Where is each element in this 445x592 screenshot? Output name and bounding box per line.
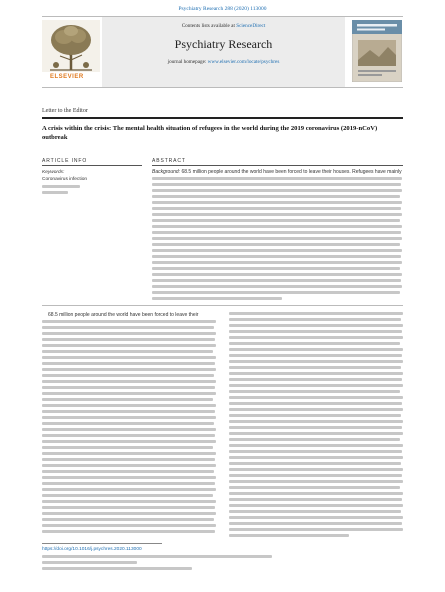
sciencedirect-link[interactable]: ScienceDirect — [236, 23, 266, 29]
article-info-rule — [42, 165, 142, 166]
elsevier-tree-icon — [42, 20, 100, 72]
abstract-rule — [152, 165, 403, 166]
doi-link[interactable]: https://doi.org/10.1016/j.psychres.2020.113000 — [42, 547, 142, 552]
keyword-item-illegible — [42, 185, 80, 188]
footer-rule — [42, 543, 162, 544]
body-opening-line: 68.5 million people around the world have been forced to leave their — [48, 312, 199, 318]
article-type: Letter to the Editor — [42, 108, 88, 114]
article-info-heading: ARTICLE INFO — [42, 158, 88, 164]
journal-masthead — [102, 17, 345, 87]
abstract-end-rule — [42, 305, 403, 306]
keyword-item-illegible — [42, 191, 68, 194]
elsevier-wordmark: ELSEVIER — [50, 74, 84, 80]
article-title: A crisis within the crisis: The mental health situation of refugees in the world during the 2019 coronavirus (2019-nCoV) outbreak — [42, 125, 378, 141]
header-divider — [42, 117, 403, 119]
keywords-label: Keywords: — [42, 170, 65, 175]
journal-homepage: journal homepage: www.elsevier.com/locate/psychres — [167, 59, 280, 65]
elsevier-logo[interactable] — [42, 20, 100, 82]
journal-header — [42, 16, 403, 88]
journal-cover-icon — [352, 20, 402, 82]
journal-cover-thumbnail[interactable] — [352, 20, 402, 82]
abstract-heading: ABSTRACT — [152, 158, 186, 164]
journal-citation-line[interactable]: Psychiatry Research 288 (2020) 113000 — [178, 6, 267, 12]
keyword-item: Coronavirus infection — [42, 177, 88, 182]
journal-title: Psychiatry Research — [174, 37, 273, 51]
contents-availability: Contents lists available at ScienceDirect — [181, 23, 266, 29]
abstract-background: Background: 68.5 million people around the world have been forced to leave their houses. Refugees have mainly — [152, 169, 402, 175]
journal-homepage-link[interactable]: www.elsevier.com/locate/psychres — [207, 59, 280, 65]
